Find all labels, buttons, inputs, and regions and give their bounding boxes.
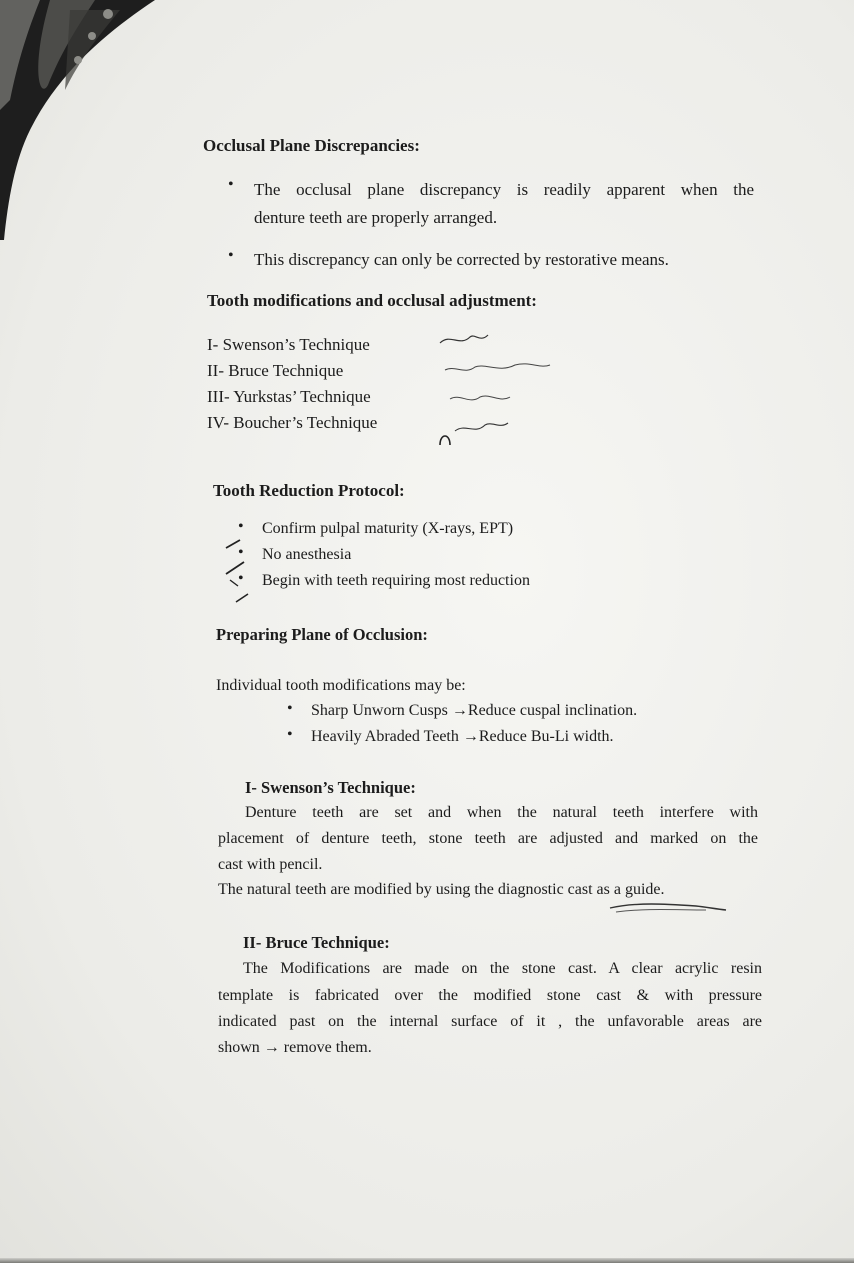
handwritten-underline — [606, 898, 730, 916]
bullet-dot: • — [287, 726, 293, 743]
bruce-paragraph-line-4: shown → remove them. — [218, 1039, 372, 1056]
technique-list-item: II- Bruce Technique — [207, 361, 344, 380]
bruce-paragraph-line-2: template is fabricated over the modified stone cast & with pressure — [218, 987, 762, 1004]
page-bottom-edge — [0, 1258, 854, 1263]
heading-tooth-modifications: Tooth modifications and occlusal adjustment: — [207, 291, 537, 310]
reduction-list-item: Begin with teeth requiring most reduction — [262, 572, 530, 589]
bullet-dot: • — [287, 700, 293, 717]
bruce-paragraph-line-3: indicated past on the internal surface of it , the unfavorable areas are — [218, 1013, 762, 1030]
handwritten-check-marks — [222, 528, 252, 608]
bullet-dot: • — [228, 176, 234, 193]
heading-bruce-technique: II- Bruce Technique: — [243, 933, 390, 952]
bullet-dot: • — [228, 247, 234, 264]
handwritten-notes — [430, 325, 570, 455]
heading-occlusal-plane-discrepancies: Occlusal Plane Discrepancies: — [203, 136, 420, 155]
discrepancy-bullet-1-line-2: denture teeth are properly arranged. — [254, 208, 498, 227]
swenson-paragraph-line-4: The natural teeth are modified by using the diagnostic cast as a guide. — [218, 881, 665, 898]
technique-list-item: I- Swenson’s Technique — [207, 335, 370, 354]
binding-corner-decoration — [0, 0, 170, 240]
reduction-list-item: Confirm pulpal maturity (X-rays, EPT) — [262, 520, 514, 537]
preparing-list-item: Sharp Unworn Cusps →Reduce cuspal inclination. — [311, 702, 638, 719]
heading-tooth-reduction-protocol: Tooth Reduction Protocol: — [213, 481, 405, 500]
swenson-paragraph-line-3: cast with pencil. — [218, 856, 323, 873]
bruce-paragraph-line-1: The Modifications are made on the stone cast. A clear acrylic resin — [243, 960, 762, 977]
bullet-dot: • — [238, 544, 244, 561]
swenson-paragraph-line-2: placement of denture teeth, stone teeth are adjusted and marked on the — [218, 830, 758, 847]
technique-list-item: IV- Boucher’s Technique — [207, 413, 378, 432]
preparing-intro: Individual tooth modifications may be: — [216, 677, 466, 694]
swenson-paragraph-line-1: Denture teeth are set and when the natural teeth interfere with — [245, 804, 758, 821]
technique-list-item: III- Yurkstas’ Technique — [207, 387, 371, 406]
preparing-list-item: Heavily Abraded Teeth →Reduce Bu-Li width. — [311, 728, 614, 745]
heading-swensons-technique: I- Swenson’s Technique: — [245, 778, 416, 797]
reduction-list-item: No anesthesia — [262, 546, 352, 563]
bullet-dot: • — [238, 570, 244, 587]
heading-preparing-plane-of-occlusion: Preparing Plane of Occlusion: — [216, 625, 428, 644]
bullet-dot: • — [238, 518, 244, 535]
discrepancy-bullet-1-line-1: The occlusal plane discrepancy is readily apparent when the — [254, 180, 754, 199]
discrepancy-bullet-2: This discrepancy can only be corrected by restorative means. — [254, 250, 669, 269]
